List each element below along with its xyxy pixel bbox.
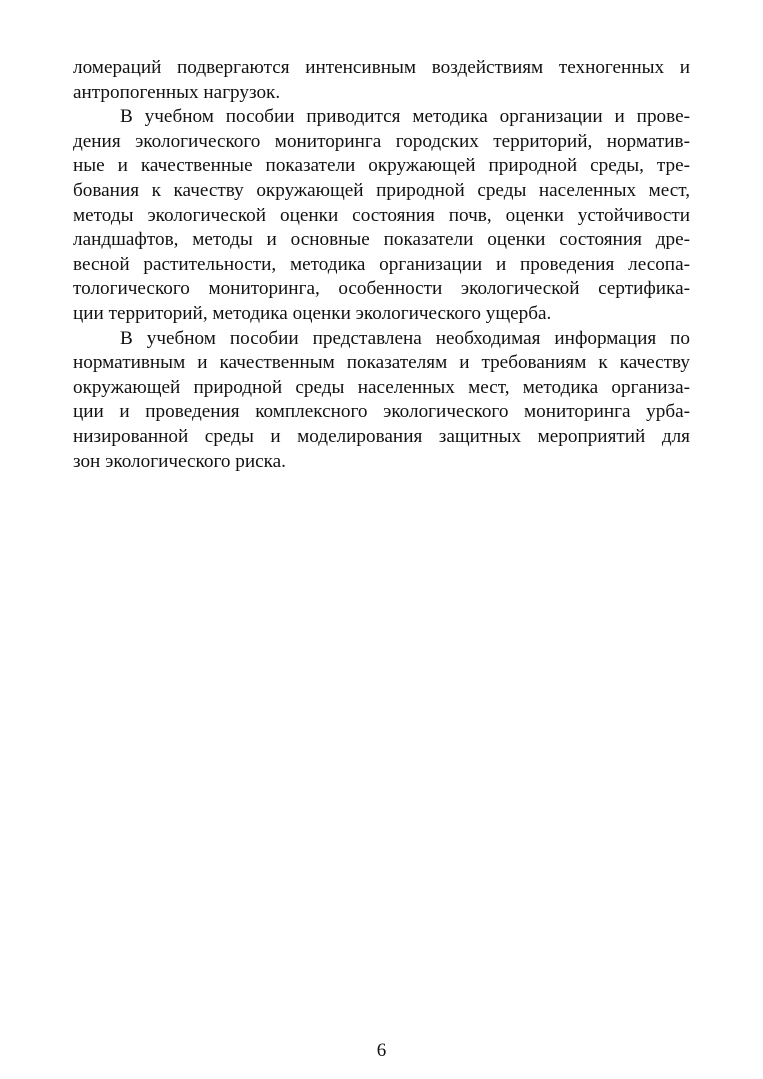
text-line: ландшафтов, методы и основные показатели оценки состояния дре- (73, 229, 690, 251)
page-number: 6 (376, 1040, 387, 1061)
paragraph-1 (73, 56, 690, 105)
text-line: окружающей природной среды населенных мест, методика организа- (73, 376, 690, 398)
text-line: весной растительности, методика организации и проведения лесопа- (73, 253, 690, 275)
text-line: методы экологической оценки состояния почв, оценки устойчивости (73, 204, 690, 226)
text-line: В учебном пособии представлена необходимая информация по (120, 327, 690, 349)
page-text-block (73, 56, 690, 474)
text-line: ные и качественные показатели окружающей природной среды, тре- (73, 155, 690, 177)
text-line: антропогенных нагрузок. (73, 81, 281, 103)
text-line: ции и проведения комплексного экологического мониторинга урба- (73, 401, 690, 423)
text-line: ломераций подвергаются интенсивным воздействиям техногенных и (73, 57, 690, 78)
text-line: дения экологического мониторинга городских территорий, норматив- (73, 130, 690, 152)
text-line: бования к качеству окружающей природной среды населенных мест, (73, 179, 690, 201)
paragraph-3 (73, 327, 690, 475)
text-line: В учебном пособии приводится методика организации и прове- (120, 106, 690, 128)
text-line: зон экологического риска. (73, 450, 286, 472)
paragraph-2 (73, 105, 690, 326)
text-line: ции территорий, методика оценки экологического ущерба. (73, 302, 552, 324)
text-line: нормативным и качественным показателям и требованиям к качеству (73, 352, 690, 374)
text-line: низированной среды и моделирования защитных мероприятий для (73, 425, 690, 447)
text-line: тологического мониторинга, особенности экологической сертифика- (73, 278, 690, 300)
